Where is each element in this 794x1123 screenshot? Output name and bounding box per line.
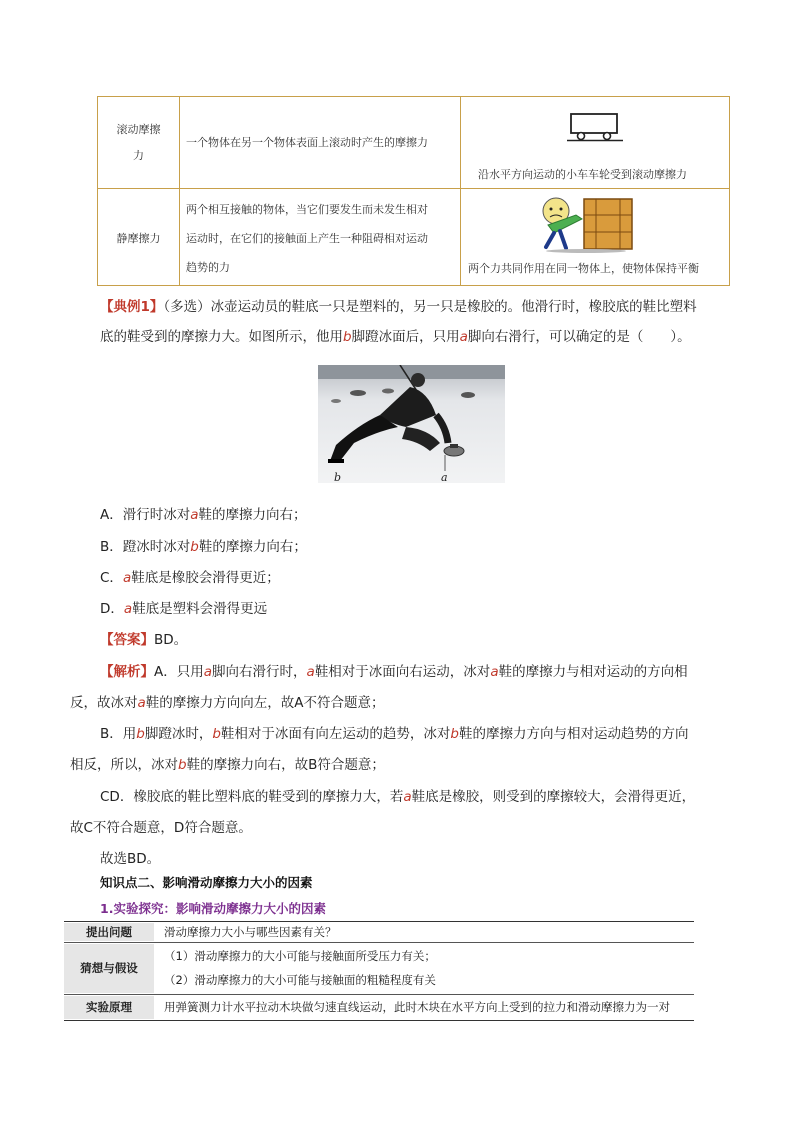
table-divider [460,97,461,285]
friction-types-table [97,96,730,286]
table-cell-caption: 沿水平方向运动的小车车轮受到滚动摩擦力 [478,168,687,181]
knowledge-point-heading: 知识点二、影响滑动摩擦力大小的因素 [100,875,313,890]
option-c: C．a鞋底是橡胶会滑得更近； [100,570,280,586]
option-a: A．滑行时冰对a鞋的摩擦力向右； [100,507,307,523]
table-label: 猜想与假设 [64,944,154,993]
analysis-tag: 【解析】 [100,664,154,680]
table-cell-name: 静摩擦力 [116,232,161,245]
analysis-line-2: 反，故冰对a鞋的摩擦力方向向左，故A不符合题意； [70,695,385,711]
example-line-1: 【典例1】（多选）冰壶运动员的鞋底一只是塑料的，另一只是橡胶的。他滑行时，橡胶底的鞋比塑料 [100,299,697,315]
analysis-line-5: CD．橡胶底的鞋比塑料底的鞋受到的摩擦力大，若a鞋底是橡胶，则受到的摩擦较大，会滑得更近， [100,789,696,805]
pushing-crate-icon [530,193,640,253]
experiment-table [64,921,694,1021]
analysis-line-4: 相反，所以，冰对b鞋的摩擦力向右，故B符合题意； [70,757,385,773]
table-divider [64,994,694,995]
table-label: 提出问题 [64,923,154,941]
table-label: 实验原理 [64,996,154,1019]
photo-label-b: b [334,471,342,483]
table-divider [64,1020,694,1021]
table-text: （2）滑动摩擦力的大小可能与接触面的粗糙程度有关 [164,973,436,987]
table-divider [64,921,694,922]
table-divider [64,942,694,943]
curling-photo [318,365,505,483]
table-text: 滑动摩擦力大小与哪些因素有关？ [164,925,337,939]
option-b: B．蹬冰时冰对b鞋的摩擦力向右； [100,539,307,555]
analysis-line-1: 【解析】A．只用a脚向右滑行时，a鞋相对于冰面向右运动，冰对a鞋的摩擦力与相对运动的方向相 [100,664,688,680]
table-text: （1）滑动摩擦力的大小可能与接触面所受压力有关； [164,949,436,963]
cart-icon [567,111,623,143]
table-cell-name: 滚动摩擦 力 [116,123,161,162]
answer-line: 【答案】BD。 [100,632,188,648]
option-d: D．a鞋底是塑料会滑得更远 [100,601,268,617]
example-tag: 【典例1】 [100,299,164,315]
analysis-line-7: 故选BD。 [100,851,161,867]
table-text: 用弹簧测力计水平拉动木块做匀速直线运动，此时木块在水平方向上受到的拉力和滑动摩擦力为一对 [164,1000,670,1014]
analysis-line-3: B．用b脚蹬冰时，b鞋相对于冰面有向左运动的趋势，冰对b鞋的摩擦力方向与相对运动趋势的方向 [100,726,689,742]
answer-tag: 【答案】 [100,632,154,648]
table-cell-caption: 两个力共同作用在同一物体上，使物体保持平衡 [468,262,699,275]
table-divider [179,97,180,285]
photo-label-a: a [441,471,448,483]
example-line-2: 底的鞋受到的摩擦力大。如图所示，他用b脚蹬冰面后，只用a脚向右滑行，可以确定的是（ ）。 [100,329,691,345]
table-cell-definition: 两个相互接触的物体，当它们要发生而未发生相对 运动时，在它们的接触面上产生一种阻碍相对运动 趋势的力 [186,203,428,274]
experiment-subheading: 1.实验探究：影响滑动摩擦力大小的因素 [100,901,326,916]
table-cell-definition: 一个物体在另一个物体表面上滚动时产生的摩擦力 [186,136,428,149]
analysis-line-6: 故C不符合题意，D符合题意。 [70,820,252,836]
table-divider [98,188,729,189]
